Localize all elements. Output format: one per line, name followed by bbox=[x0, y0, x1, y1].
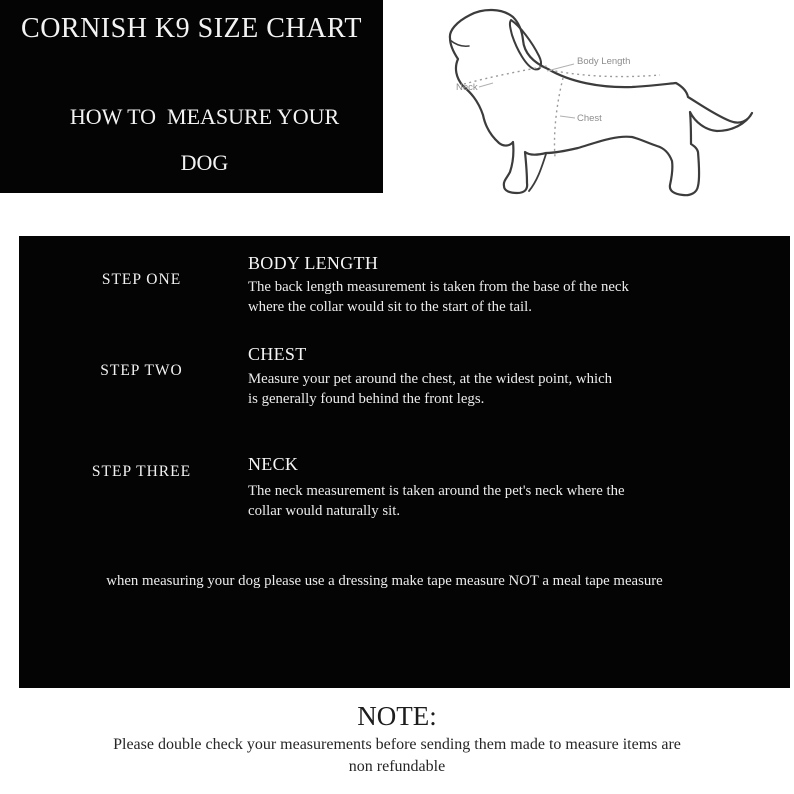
far-front-leg-line bbox=[529, 154, 546, 191]
neck-label: Neck bbox=[456, 82, 478, 93]
step-three-description bbox=[248, 481, 625, 521]
step-two-description-line2: is generally found behind the front legs. bbox=[248, 391, 485, 407]
step-one-description-line1: The back length measurement is taken from the base of the neck bbox=[248, 279, 629, 295]
footer-note-line1: Please double check your measurements before sending them made to measure items are bbox=[113, 736, 681, 753]
step-one-description bbox=[248, 277, 629, 317]
page-subtitle-line1: HOW TO MEASURE YOUR bbox=[69, 104, 340, 129]
dachshund-outline bbox=[450, 10, 752, 195]
page-subtitle-line2: DOG bbox=[180, 150, 229, 175]
step-two-heading: CHEST bbox=[248, 344, 307, 364]
body-length-label: Body Length bbox=[577, 56, 631, 67]
step-three-description-line2: collar would naturally sit. bbox=[248, 503, 401, 519]
step-three-heading: NECK bbox=[248, 454, 299, 474]
header-panel bbox=[0, 0, 383, 193]
chest-dashed-line bbox=[554, 78, 563, 157]
chest-label: Chest bbox=[577, 113, 602, 124]
step-two-description bbox=[248, 369, 612, 409]
steps-panel bbox=[19, 236, 790, 688]
step-three-description-line1: The neck measurement is taken around the pet's neck where the bbox=[248, 483, 625, 499]
tape-measure-note: when measuring your dog please use a dressing make tape measure NOT a meal tape measure bbox=[106, 573, 663, 589]
step-three-label: STEP THREE bbox=[91, 463, 192, 480]
page-title: CORNISH K9 SIZE CHART bbox=[21, 13, 362, 44]
chest-label-leader bbox=[560, 116, 575, 118]
body-length-dashed-line bbox=[550, 70, 660, 77]
step-two-description-line1: Measure your pet around the chest, at the widest point, which bbox=[248, 371, 613, 387]
step-one-description-line2: where the collar would sit to the start of the tail. bbox=[248, 299, 532, 315]
neck-label-leader bbox=[479, 83, 493, 87]
step-one-label: STEP ONE bbox=[101, 271, 182, 288]
mouth-line bbox=[450, 40, 469, 46]
footer-note-title: NOTE: bbox=[357, 701, 437, 731]
step-two-label: STEP TWO bbox=[100, 362, 183, 379]
dachshund-sketch-icon bbox=[400, 0, 794, 225]
body-length-label-leader bbox=[547, 64, 574, 71]
dog-measurement-diagram bbox=[400, 0, 794, 225]
footer-note-line2: non refundable bbox=[348, 758, 446, 775]
step-one-heading: BODY LENGTH bbox=[248, 253, 379, 273]
